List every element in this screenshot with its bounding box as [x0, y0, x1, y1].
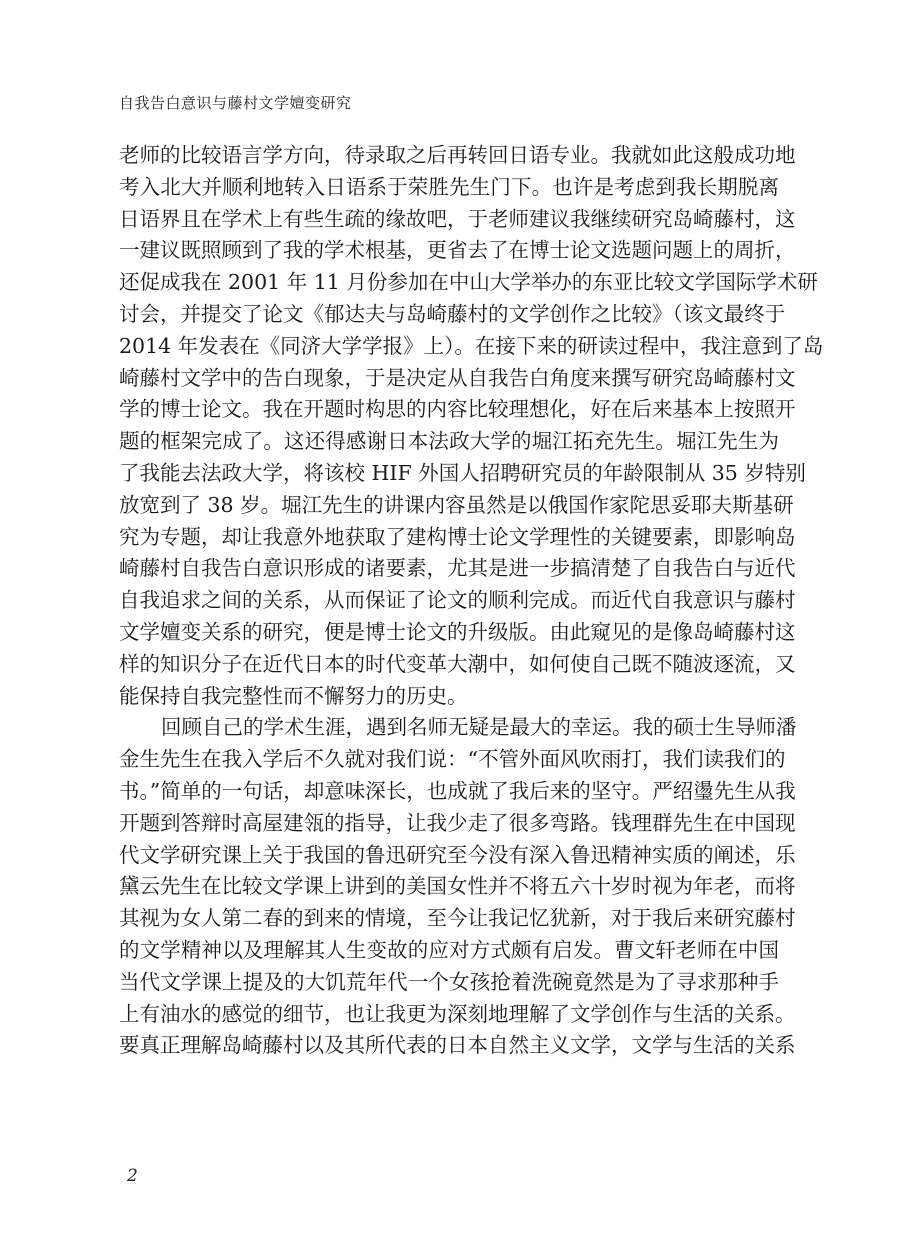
text-line: 学的博士论文。我在开题时构思的内容比较理想化，好在后来基本上按照开 [119, 397, 796, 422]
text-line: 能保持自我完整性而不懈努力的历史。 [119, 683, 468, 708]
text-line: 究为专题，却让我意外地获取了建构博士论文学理性的关键要素，即影响岛 [119, 524, 796, 549]
text-line: 金生先生在我入学后不久就对我们说：“不管外面风吹雨打，我们读我们的 [119, 747, 786, 772]
text-line: 开题到答辩时高屋建瓴的指导，让我少走了很多弯路。钱理群先生在中国现 [119, 810, 796, 835]
text-line: 讨会，并提交了论文《郁达夫与岛崎藤村的文学创作之比较》（该文最终于 [119, 301, 786, 326]
text-line: 其视为女人第二春的到来的情境，至今让我记忆犹新，对于我后来研究藤村 [119, 906, 796, 931]
text-line: 了我能去法政大学，将该校 HIF 外国人招聘研究员的年龄限制从 35 岁特别 [119, 460, 806, 485]
text-line: 当代文学课上提及的大饥荒年代一个女孩抢着洗碗竟然是为了寻求那种手 [119, 969, 779, 994]
body-text [119, 140, 824, 1062]
text-line: 2014 年发表在《同济大学学报》上）。在接下来的研读过程中，我注意到了岛 [119, 333, 824, 358]
text-line: 放宽到了 38 岁。堀江先生的讲课内容虽然是以俄国作家陀思妥耶夫斯基研 [119, 492, 794, 517]
text-line: 题的框架完成了。这还得感谢日本法政大学的堀江拓充先生。堀江先生为 [119, 429, 779, 454]
text-line: 自我追求之间的关系，从而保证了论文的顺利完成。而近代自我意识与藤村 [119, 588, 796, 613]
text-line: 代文学研究课上关于我国的鲁迅研究至今没有深入鲁迅精神实质的阐述，乐 [119, 842, 796, 867]
text-line: 黛云先生在比较文学课上讲到的美国女性并不将五六十岁时视为年老，而将 [119, 874, 796, 899]
text-line: 的文学精神以及理解其人生变故的应对方式颇有启发。曹文轩老师在中国 [119, 937, 779, 962]
text-line: 老师的比较语言学方向，待录取之后再转回日语专业。我就如此这般成功地 [119, 143, 796, 167]
text-line: 还促成我在 2001 年 11 月份参加在中山大学举办的东亚比较文学国际学术研 [119, 270, 818, 295]
text-line: 崎藤村自我告白意识形成的诸要素，尤其是进一步搞清楚了自我告白与近代 [119, 556, 796, 581]
text-line: 样的知识分子在近代日本的时代变革大潮中，如何使自己既不随波逐流，又 [119, 651, 796, 676]
text-line: 崎藤村文学中的告白现象，于是决定从自我告白角度来撰写研究岛崎藤村文 [119, 365, 796, 390]
paragraph-1 [119, 140, 824, 712]
text-line: 一建议既照顾到了我的学术根基，更省去了在博士论文选题问题上的周折， [119, 238, 796, 263]
text-line: 日语界且在学术上有些生疏的缘故吧，于老师建议我继续研究岛崎藤村，这 [119, 206, 796, 231]
page-number: 2 [127, 1166, 138, 1186]
text-line: 书。”简单的一句话，却意味深长，也成就了我后来的坚守。严绍璗先生从我 [119, 778, 796, 803]
text-line: 文学嬗变关系的研究，便是博士论文的升级版。由此窥见的是像岛崎藤村这 [119, 619, 796, 644]
text-line: 要真正理解岛崎藤村以及其所代表的日本自然主义文学，文学与生活的关系 [119, 1033, 796, 1058]
running-header: 自我告白意识与藤村文学嬗变研究 [119, 94, 352, 112]
text-line: 上有油水的感觉的细节，也让我更为深刻地理解了文学创作与生活的关系。 [119, 1001, 796, 1026]
paragraph-2 [119, 712, 797, 1062]
text-line: 考入北大并顺利地转入日语系于荣胜先生门下。也许是考虑到我长期脱离 [119, 174, 779, 199]
text-line: 回顾自己的学术生涯，遇到名师无疑是最大的幸运。我的硕士生导师潘 [161, 715, 797, 740]
